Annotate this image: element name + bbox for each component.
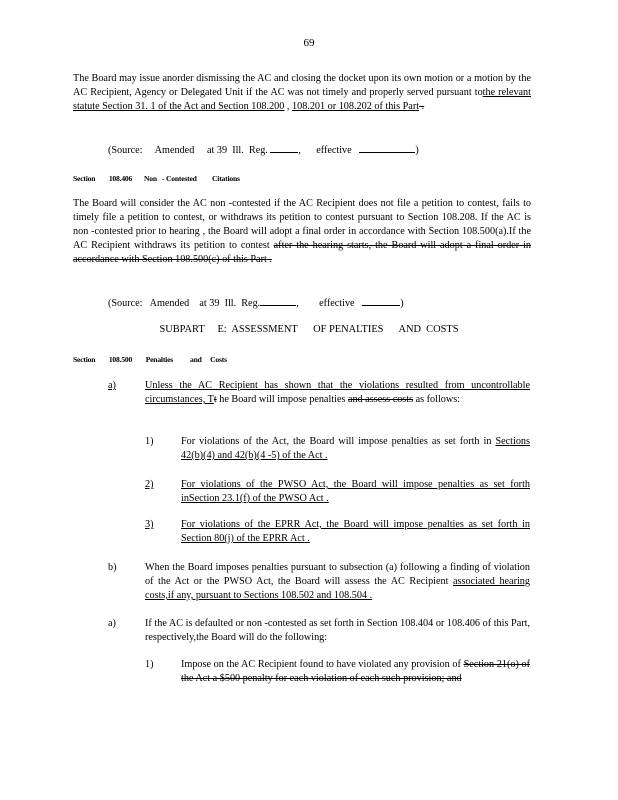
- item-a-inserted-text: Unless the AC Recipient has shown that the violations resulted from uncontrollable circumstances,: [145, 380, 530, 405]
- item-b-text: [145, 561, 530, 603]
- section-label: Section: [73, 174, 96, 183]
- sub-2-period: .: [323, 493, 329, 504]
- effective-blank-1: [359, 143, 415, 153]
- non-contested-deleted-text: after the hearing starts, the Board will adopt a final order in accordance with Section 108.500(c) of this Part: [73, 240, 531, 265]
- item-a2-label: a): [108, 618, 116, 629]
- reg-blank-2: [260, 296, 296, 306]
- dismissal-deleted-period: .: [419, 101, 425, 112]
- section-heading-108-406: [73, 172, 240, 186]
- non-contested-text: The Board will consider the AC non -contested if the AC Recipient does not file a petition to contest, fails to timely file a petition to contest, or withdraws its petition to contest pursuant to Section 108.208. If the AC is non -contested prior to hearing , the Board will adopt a final order in accordance with Section 108.500(a).If the AC Recipient withdraws its petition to contest: [73, 198, 531, 251]
- item-b-label: b): [108, 562, 117, 573]
- item-a-text: [145, 379, 530, 407]
- dismissal-comma: ,: [284, 101, 292, 112]
- sub-3-label: 3): [145, 519, 154, 530]
- source-note-2-prefix: (Source: Amended at 39 Ill. Reg.: [108, 298, 261, 309]
- subpart-title: SUBPART E: ASSESSMENT OF PENALTIES AND COSTS: [159, 324, 459, 335]
- paragraph-dismissal: [73, 72, 531, 114]
- sub-4-deleted-text: Section 21(o) of the Act a $500 penalty for each violation of each such provision; and: [181, 659, 530, 684]
- sub-3-inserted-text: For violations of the EPRR Act, the Board will impose penalties as set forth in Section 80(j) of the EPRR Act: [181, 519, 530, 544]
- sub-1-inserted-text: Sections 42(b)(4) and 42(b)(4 -5) of the Act: [181, 436, 530, 461]
- item-a-deleted-text: and assess costs: [347, 394, 414, 405]
- section-heading-108-500: [73, 353, 227, 367]
- sub-4-label: 1): [145, 659, 154, 670]
- item-a-text-end: as follows:: [413, 394, 461, 405]
- sub-1-label: 1): [145, 436, 154, 447]
- source-note-2: [108, 296, 404, 311]
- sub-4-text-start: Impose on the AC Recipient found to have violated any provision of: [181, 659, 464, 670]
- source-note-1-mid: , effective: [298, 145, 352, 156]
- section-number: 108.406: [108, 174, 133, 183]
- section-number: 108.500: [108, 355, 133, 364]
- dismissal-inserted-text: the relevant statute Section 31. 1 of the Act and Section 108.200: [73, 87, 531, 112]
- sub-3-period: .: [304, 533, 310, 544]
- sub-2-label: 2): [145, 479, 154, 490]
- source-note-1-suffix: ): [415, 145, 419, 156]
- item-a-inserted-capital: T: [207, 394, 214, 405]
- source-note-2-mid: , effective: [296, 298, 355, 309]
- non-contested-deleted-period: .: [266, 254, 272, 265]
- sub-1-period: .: [322, 450, 328, 461]
- item-b-period: .: [367, 590, 373, 601]
- item-a-label: a): [108, 380, 116, 391]
- sub-1-text: [181, 435, 530, 463]
- section-title: Penalties and Costs: [145, 355, 227, 364]
- effective-blank-2: [362, 296, 400, 306]
- item-a2-text: If the AC is defaulted or non -contested as set forth in Section 108.404 or 108.406 of this Part, respectively,the Board will do the following:: [145, 618, 530, 643]
- reg-blank-1: [270, 143, 298, 153]
- source-note-1-prefix: (Source: Amended at 39 Ill. Reg.: [108, 145, 268, 156]
- sub-2-text: [181, 478, 530, 506]
- dismissal-inserted-section: 108.201 or 108.202 of this Part: [292, 101, 420, 112]
- item-a-text-mid: he Board will impose penalties: [216, 394, 348, 405]
- paragraph-non-contested: [73, 197, 531, 267]
- page-number: 69: [303, 37, 315, 49]
- section-label: Section: [73, 355, 96, 364]
- sub-3-text: [181, 518, 530, 546]
- source-note-1: [108, 143, 419, 158]
- item-a-deleted-letter: t: [213, 394, 217, 405]
- item-b-text-start: When the Board imposes penalties pursuant to subsection (a) following a finding of violation of the Act or the PWSO Act, the Board will assess the AC Recipient: [145, 562, 530, 587]
- section-title: Non - Contested Citations: [144, 174, 240, 183]
- sub-2-inserted-text: For violations of the PWSO Act, the Board will impose penalties as set forth inSection 23.1(f) of the PWSO Act: [181, 479, 530, 504]
- item-b-inserted-text: associated hearing costs,if any, pursuant to Sections 108.502 and 108.504: [145, 576, 530, 601]
- dismissal-text: The Board may issue anorder dismissing the AC and closing the docket upon its own motion or a motion by the AC Recipient, Agency or Delegated Unit if the AC was not timely and properly served pursuant to: [73, 73, 531, 98]
- sub-1-text-start: For violations of the Act, the Board will impose penalties as set forth in: [181, 436, 496, 447]
- source-note-2-suffix: ): [400, 298, 404, 309]
- sub-4-text: [181, 658, 530, 686]
